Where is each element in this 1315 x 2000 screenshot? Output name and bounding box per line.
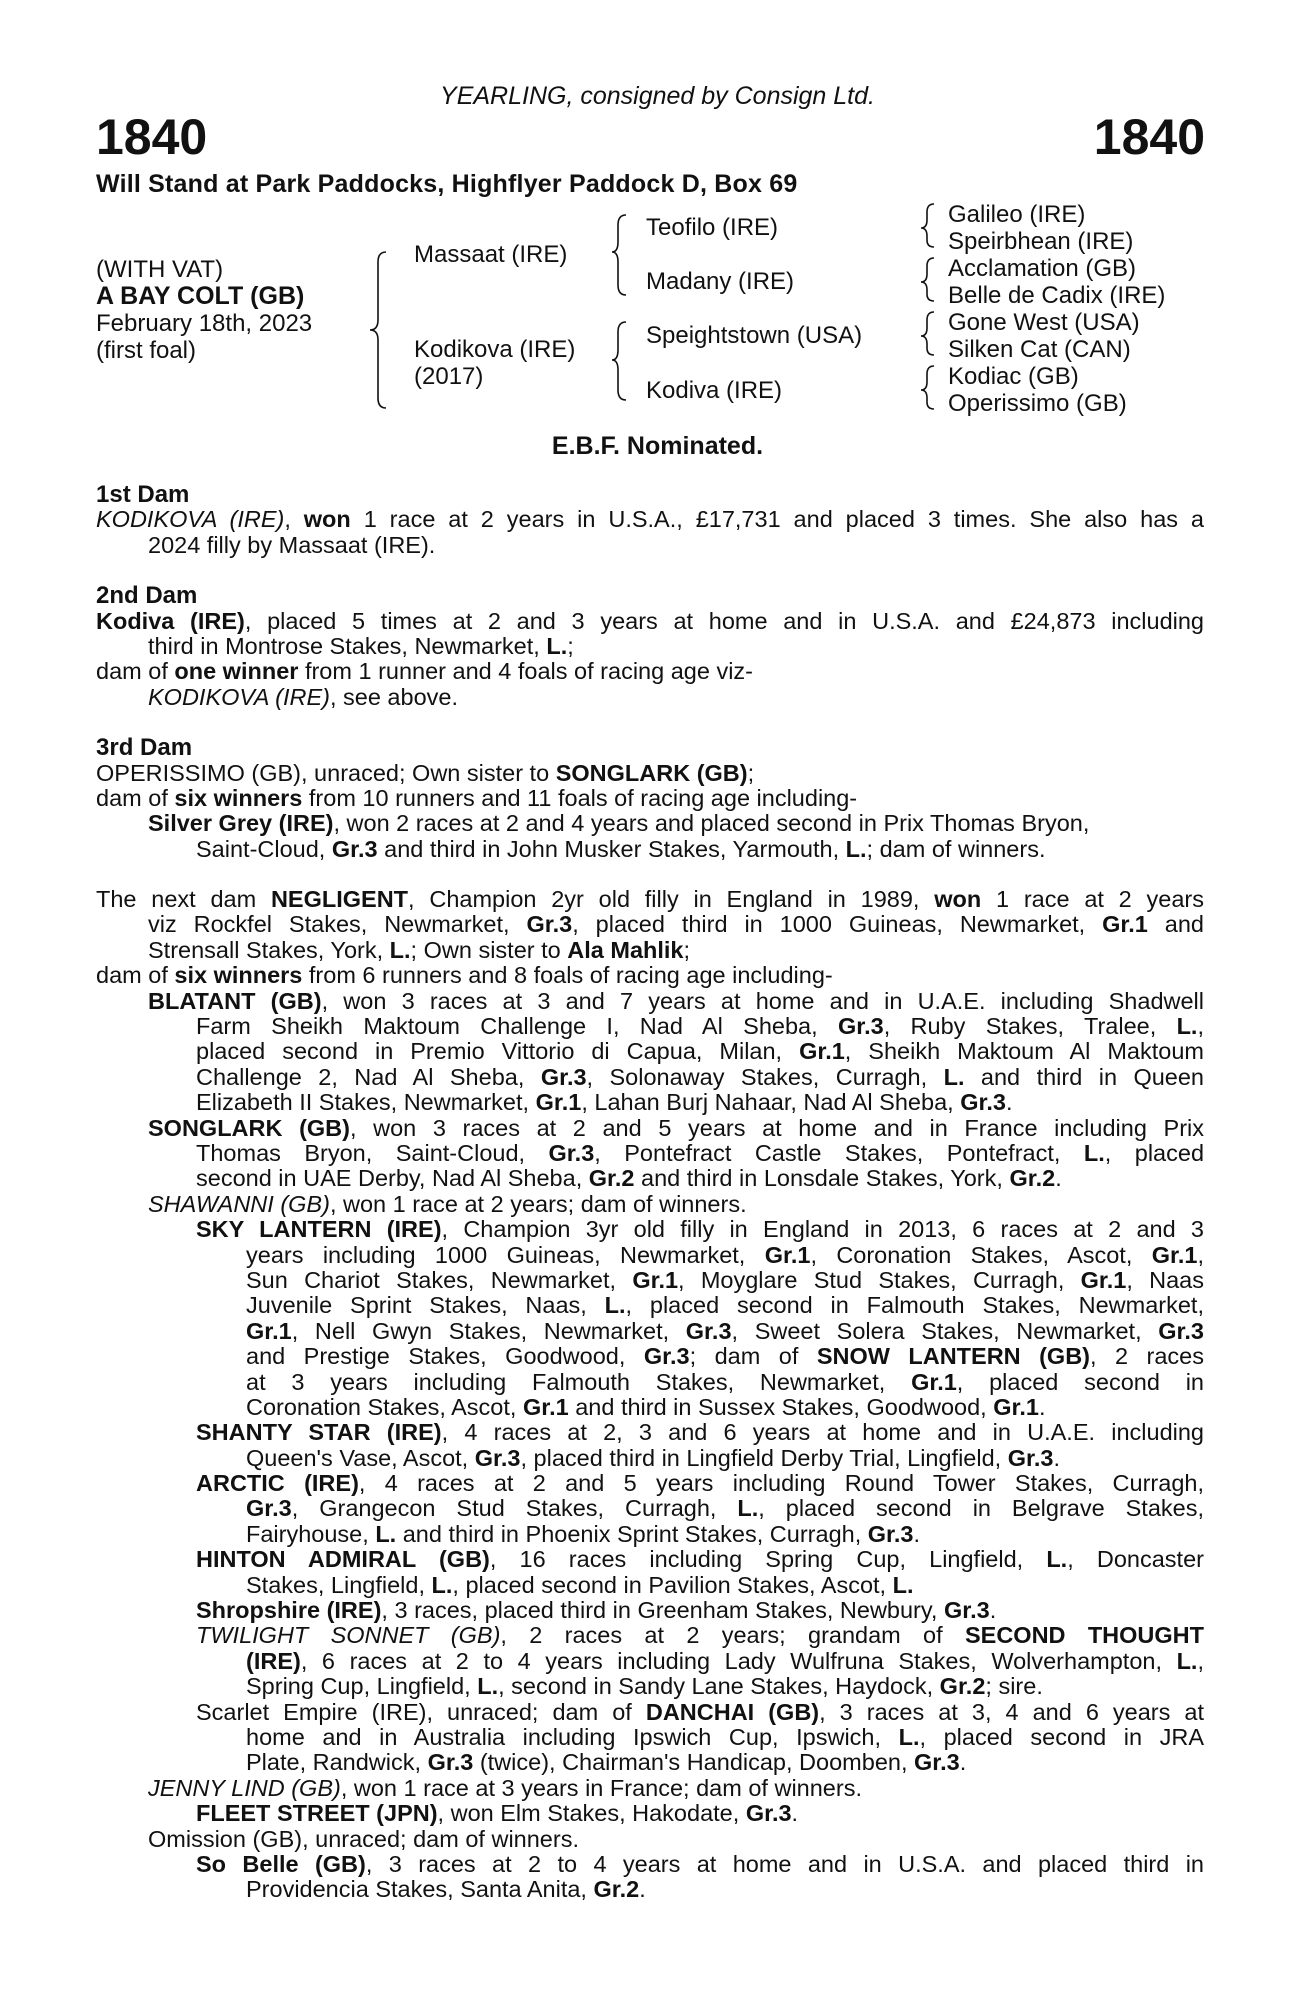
bold-text: L. <box>389 936 411 963</box>
text-run: Elizabeth II Stakes, Newmarket, <box>196 1089 536 1116</box>
bold-text: Gr.3 <box>1158 1318 1204 1344</box>
record-line <box>96 1217 1204 1242</box>
record-line <box>96 1395 1204 1420</box>
bold-text: So Belle (GB) <box>196 1851 366 1877</box>
record-line <box>96 1268 1204 1293</box>
produce-record <box>96 482 1204 1903</box>
record-line <box>96 1319 1204 1344</box>
text-run: , won 1 race at 3 years in France; dam of winners. <box>340 1774 862 1801</box>
catalogue-subtitle: YEARLING, consigned by Consign Ltd. <box>440 82 875 110</box>
text-run: 1 race at 2 years in U.S.A., £17,731 and placed 3 times. She also has a <box>350 507 1204 533</box>
text-run: home and in Australia including Ipswich Cup, Ipswich, <box>246 1724 899 1750</box>
text-run: OPERISSIMO (GB), unraced; Own sister to <box>96 759 556 786</box>
italic-text: JENNY LIND (GB) <box>148 1774 341 1801</box>
record-line <box>96 938 1204 963</box>
stand-location: Will Stand at Park Paddocks, Highflyer Paddock D, Box 69 <box>96 170 798 198</box>
text-run: dam of <box>96 784 175 811</box>
text-run: . <box>639 1876 646 1903</box>
bold-text: NEGLIGENT <box>270 887 409 913</box>
record-line <box>96 1827 1204 1852</box>
bold-text: Gr.3 <box>643 1344 690 1370</box>
text-run: viz Rockfel Stakes, Newmarket, <box>148 912 527 938</box>
record-line <box>96 837 1204 862</box>
text-run: 2024 filly by Massaat (IRE). <box>148 531 436 558</box>
bold-text: L. <box>737 1496 759 1522</box>
text-run: second in UAE Derby, Nad Al Sheba, <box>196 1165 589 1192</box>
text-run: Saint-Cloud, <box>196 835 332 862</box>
text-run: dam of <box>96 658 175 685</box>
text-run: , won 2 races at 2 and 4 years and placed second in Prix Thomas Bryon, <box>333 810 1090 837</box>
bold-text: Gr.3 <box>427 1749 474 1776</box>
text-run: , won Elm Stakes, Hakodate, <box>437 1800 746 1827</box>
horse-foal-note: (first foal) <box>96 337 197 364</box>
text-run: years including 1000 Guineas, Newmarket, <box>246 1242 765 1268</box>
record-line <box>96 533 1204 558</box>
text-run: , Doncaster <box>1067 1547 1204 1573</box>
text-run: and Prestige Stakes, Goodwood, <box>246 1344 644 1370</box>
record-line <box>96 1852 1204 1877</box>
record-line <box>96 1370 1204 1395</box>
text-run: . <box>913 1520 921 1547</box>
bold-text: six winners <box>174 962 303 989</box>
text-run: ; <box>747 759 755 786</box>
record-line <box>96 507 1204 532</box>
text-run: and third in Lonsdale Stakes, York, <box>634 1165 1010 1192</box>
text-run: . <box>959 1749 967 1776</box>
bold-text: HINTON ADMIRAL (GB) <box>196 1547 490 1573</box>
text-run: third in Montrose Stakes, Newmarket, <box>148 632 547 659</box>
text-run: , Champion 3yr old filly in England in 2013, 6 races at 2 and 3 <box>441 1217 1204 1243</box>
bold-text: SONGLARK (GB) <box>148 1115 350 1141</box>
text-run: , Sweet Solera Stakes, Newmarket, <box>731 1318 1159 1344</box>
paragraph-gap <box>96 558 1204 583</box>
bold-text: Gr.3 <box>526 912 573 938</box>
text-run: , <box>1197 1014 1204 1040</box>
text-run: and third in John Musker Stakes, Yarmouth, <box>377 835 846 862</box>
bold-text: Gr.1 <box>1151 1242 1198 1268</box>
record-line <box>96 1573 1204 1598</box>
record-line <box>96 1522 1204 1547</box>
record-line <box>96 1547 1204 1572</box>
pedigree-gen3-6: Silken Cat (CAN) <box>948 336 1131 363</box>
bold-text: Gr.3 <box>331 835 378 862</box>
pedigree-gen3-8: Operissimo (GB) <box>948 390 1127 417</box>
record-line <box>96 482 1204 507</box>
text-run: ; dam of winners. <box>866 835 1046 862</box>
record-line <box>96 1674 1204 1699</box>
record-line <box>96 659 1204 684</box>
bold-text: Gr.3 <box>943 1597 990 1624</box>
bold-text: Gr.3 <box>246 1496 292 1522</box>
bold-text: Gr.1 <box>799 1039 845 1065</box>
record-line <box>96 1471 1204 1496</box>
text-run: , Solonaway Stakes, Curragh, <box>586 1064 944 1090</box>
section-heading: 1st Dam <box>96 481 190 508</box>
record-line <box>96 1192 1204 1217</box>
bold-text: Gr.2 <box>593 1876 640 1903</box>
text-run: placed second in Premio Vittorio di Capua, Milan, <box>196 1039 800 1065</box>
bold-text: ARCTIC (IRE) <box>196 1471 359 1497</box>
bold-text: SHANTY STAR (IRE) <box>196 1420 442 1446</box>
text-run: Fairyhouse, <box>246 1520 376 1547</box>
text-run: ; dam of <box>689 1344 817 1370</box>
bold-text: Gr.3 <box>960 1089 1006 1116</box>
bold-text: Gr.3 <box>837 1014 884 1040</box>
record-line <box>96 1014 1204 1039</box>
bold-text: Gr.3 <box>745 1800 792 1827</box>
bold-text: Gr.1 <box>632 1267 679 1293</box>
text-run: , 6 races at 2 to 4 years including Lady Wulfruna Stakes, Wolverhampton, <box>300 1648 1177 1674</box>
text-run: , <box>284 507 304 533</box>
text-run: , won 1 race at 2 years; dam of winners. <box>329 1190 747 1217</box>
pedigree-sire-sire: Teofilo (IRE) <box>646 214 779 241</box>
section-heading: 2nd Dam <box>96 582 198 610</box>
bold-text: SNOW LANTERN (GB) <box>816 1344 1091 1370</box>
bold-text: L. <box>892 1571 914 1598</box>
record-line <box>96 811 1204 836</box>
text-run: , Nell Gwyn Stakes, Newmarket, <box>291 1318 686 1344</box>
bold-text: L. <box>375 1520 397 1547</box>
text-run: ; <box>683 936 691 963</box>
record-line <box>96 1039 1204 1064</box>
bold-text: Gr.3 <box>540 1064 587 1090</box>
text-run: , 3 races, placed third in Greenham Stakes, Newbury, <box>381 1597 944 1624</box>
text-run: , won 3 races at 2 and 5 years at home and in France including Prix <box>349 1115 1204 1141</box>
text-run: , Coronation Stakes, Ascot, <box>810 1242 1152 1268</box>
bold-text: Gr.3 <box>685 1318 732 1344</box>
bold-text: Gr.2 <box>588 1165 635 1192</box>
text-run: Juvenile Sprint Stakes, Naas, <box>246 1293 605 1319</box>
record-line <box>96 1141 1204 1166</box>
bold-text: Gr.3 <box>914 1749 960 1776</box>
bold-text: Gr.3 <box>474 1444 521 1471</box>
text-run: , 3 races at 3, 4 and 6 years at <box>819 1699 1204 1725</box>
text-run: dam of <box>96 962 175 989</box>
record-line <box>96 1750 1204 1775</box>
pedigree-gen3-2: Speirbhean (IRE) <box>948 228 1134 255</box>
text-run: Sun Chariot Stakes, Newmarket, <box>246 1267 633 1293</box>
bold-text: FLEET STREET (JPN) <box>196 1800 438 1827</box>
text-run: . <box>1053 1444 1060 1471</box>
text-run: , Grangecon Stud Stakes, Curragh, <box>291 1496 738 1522</box>
bold-text: L. <box>1176 1648 1198 1674</box>
bold-text: Shropshire (IRE) <box>196 1597 382 1624</box>
text-run: , Ruby Stakes, Tralee, <box>883 1014 1177 1040</box>
bold-text: six winners <box>174 784 303 811</box>
text-run: ; Own sister to <box>410 936 568 963</box>
bold-text: one winner <box>174 658 299 685</box>
bold-text: Gr.1 <box>911 1369 957 1395</box>
text-run: Strensall Stakes, York, <box>148 936 390 963</box>
section-heading: 3rd Dam <box>96 734 193 762</box>
text-run: , won 3 races at 3 and 7 years at home and in U.A.E. including Shadwell <box>321 988 1204 1014</box>
text-run: . <box>1038 1393 1046 1420</box>
text-run: ; <box>567 632 574 659</box>
lot-number-right: 1840 <box>1093 109 1205 165</box>
bold-text: Gr.1 <box>1080 1267 1127 1293</box>
record-line <box>96 1243 1204 1268</box>
record-line <box>96 1090 1204 1115</box>
bold-text: Gr.3 <box>867 1520 914 1547</box>
bold-text: Gr.1 <box>522 1393 569 1420</box>
record-line <box>96 1344 1204 1369</box>
bold-text: Gr.1 <box>246 1318 292 1344</box>
record-line <box>96 1116 1204 1141</box>
text-run: , Pontefract Castle Stakes, Pontefract, <box>594 1140 1084 1166</box>
text-run: . <box>1055 1165 1062 1192</box>
pedigree-sire-dam: Madany (IRE) <box>646 268 795 295</box>
text-run: from 6 runners and 8 foals of racing age including- <box>302 962 833 989</box>
text-run: at 3 years including Falmouth Stakes, Newmarket, <box>246 1369 912 1395</box>
pedigree-gen3-7: Kodiac (GB) <box>948 363 1079 390</box>
text-run: . <box>791 1800 799 1827</box>
text-run: , placed second in <box>956 1369 1204 1395</box>
text-run: , Lahan Burj Nahaar, Nad Al Sheba, <box>581 1089 961 1116</box>
text-run: (twice), Chairman's Handicap, Doomben, <box>473 1749 915 1776</box>
vat-note: (WITH VAT) <box>96 256 224 283</box>
italic-text: SHAWANNI (GB) <box>148 1190 330 1217</box>
text-run: Coronation Stakes, Ascot, <box>246 1393 523 1420</box>
horse-name: A BAY COLT (GB) <box>96 282 305 310</box>
bold-text: Gr.1 <box>1102 912 1148 938</box>
bold-text: won <box>303 507 351 533</box>
text-run: , second in Sandy Lane Stakes, Haydock, <box>498 1673 940 1700</box>
italic-text: KODIKOVA (IRE) <box>148 683 330 710</box>
bold-text: L. <box>604 1293 626 1319</box>
text-run: and third in Sussex Stakes, Goodwood, <box>568 1393 994 1420</box>
bold-text: Gr.1 <box>535 1089 582 1116</box>
text-run: , 4 races at 2 and 5 years including Round Tower Stakes, Curragh, <box>358 1471 1204 1497</box>
pedigree-gen3-5: Gone West (USA) <box>948 309 1140 336</box>
record-line <box>96 761 1204 786</box>
record-line <box>96 1801 1204 1826</box>
record-line <box>96 1598 1204 1623</box>
bold-text: SONGLARK (GB) <box>555 759 748 786</box>
bold-text: Gr.3 <box>1007 1444 1054 1471</box>
bold-text: BLATANT (GB) <box>148 988 322 1014</box>
record-line <box>96 1623 1204 1648</box>
italic-text: TWILIGHT SONNET (GB) <box>196 1623 501 1649</box>
lot-number-left: 1840 <box>96 109 208 165</box>
pedigree-gen3-3: Acclamation (GB) <box>948 255 1137 282</box>
bold-text: Kodiva (IRE) <box>96 608 245 634</box>
pedigree-dam-sire: Speightstown (USA) <box>646 322 863 349</box>
pedigree-gen3-1: Galileo (IRE) <box>948 201 1086 228</box>
text-run: from 1 runner and 4 foals of racing age viz- <box>298 658 753 685</box>
text-run: Providencia Stakes, Santa Anita, <box>246 1876 594 1903</box>
bold-text: L. <box>477 1673 499 1700</box>
text-run: . <box>1005 1089 1013 1116</box>
bold-text: won <box>934 887 982 913</box>
text-run: , placed third in Lingfield Derby Trial, Lingfield, <box>520 1444 1008 1471</box>
record-line <box>96 583 1204 608</box>
bold-text: L. <box>1083 1140 1105 1166</box>
record-line <box>96 1725 1204 1750</box>
record-line <box>96 609 1204 634</box>
paragraph-gap <box>96 862 1204 887</box>
text-run: , placed <box>1104 1140 1204 1166</box>
text-run: Thomas Bryon, Saint-Cloud, <box>196 1140 549 1166</box>
text-run: , placed third in 1000 Guineas, Newmarket, <box>572 912 1103 938</box>
bold-text: Gr.1 <box>764 1242 811 1268</box>
text-run: The next dam <box>96 887 271 913</box>
bold-text: SKY LANTERN (IRE) <box>196 1217 442 1243</box>
bold-text: L. <box>943 1064 965 1090</box>
text-run: , Moyglare Stud Stakes, Curragh, <box>678 1267 1081 1293</box>
text-run: from 10 runners and 11 foals of racing age including- <box>302 784 858 811</box>
record-line <box>96 989 1204 1014</box>
text-run: Stakes, Lingfield, <box>246 1571 432 1598</box>
bold-text: Gr.3 <box>548 1140 595 1166</box>
text-run: , Sheikh Maktoum Al Maktoum <box>844 1039 1204 1065</box>
record-line <box>96 1877 1204 1902</box>
text-run: , 2 races at 2 years; grandam of <box>500 1623 965 1649</box>
bold-text: L. <box>1046 1547 1068 1573</box>
bold-text: L. <box>431 1571 453 1598</box>
text-run: Challenge 2, Nad Al Sheba, <box>196 1064 541 1090</box>
text-run: Spring Cup, Lingfield, <box>246 1673 478 1700</box>
text-run: , placed second in Falmouth Stakes, Newmarket, <box>625 1293 1204 1319</box>
text-run: , placed 5 times at 2 and 3 years at home and in U.S.A. and £24,873 including <box>244 608 1204 634</box>
text-run: , 3 races at 2 to 4 years at home and in U.S.A. and placed third in <box>365 1851 1204 1877</box>
record-line <box>96 786 1204 811</box>
ebf-nominated: E.B.F. Nominated. <box>551 432 764 460</box>
bold-text: DANCHAI (GB) <box>645 1699 820 1725</box>
record-line <box>96 1166 1204 1191</box>
record-line <box>96 1065 1204 1090</box>
bold-text: L. <box>1176 1014 1198 1040</box>
text-run: Farm Sheikh Maktoum Challenge I, Nad Al Sheba, <box>196 1014 838 1040</box>
text-run: , 4 races at 2, 3 and 6 years at home and in U.A.E. including <box>441 1420 1204 1446</box>
text-run: 1 race at 2 years <box>981 887 1204 913</box>
text-run: , placed second in Belgrave Stakes, <box>758 1496 1204 1522</box>
text-run: , see above. <box>329 683 458 710</box>
bold-text: SECOND THOUGHT <box>964 1623 1204 1649</box>
record-line <box>96 1293 1204 1318</box>
record-line <box>96 887 1204 912</box>
text-run: , <box>1197 1648 1204 1674</box>
bold-text: Gr.2 <box>1009 1165 1056 1192</box>
text-run: and <box>1147 912 1204 938</box>
bold-text: Silver Grey (IRE) <box>148 810 334 837</box>
text-run: Scarlet Empire (IRE), unraced; dam of <box>196 1699 646 1725</box>
text-run: Omission (GB), unraced; dam of winners. <box>148 1825 579 1852</box>
record-line <box>96 963 1204 988</box>
paragraph-gap <box>96 710 1204 735</box>
horse-dob: February 18th, 2023 <box>96 310 313 337</box>
text-run: , Champion 2yr old filly in England in 1989, <box>408 887 935 913</box>
text-run: . <box>989 1597 997 1624</box>
record-line <box>96 735 1204 760</box>
pedigree-sire: Massaat (IRE) <box>414 241 568 268</box>
record-line <box>96 1776 1204 1801</box>
pedigree-gen3-4: Belle de Cadix (IRE) <box>948 282 1166 309</box>
pedigree-dam-year: (2017) <box>414 363 484 390</box>
record-line <box>96 634 1204 659</box>
pedigree-dam: Kodikova (IRE) <box>414 336 576 363</box>
text-run: , 16 races including Spring Cup, Lingfield, <box>489 1547 1047 1573</box>
bold-text: L. <box>845 835 867 862</box>
bold-text: L. <box>546 632 568 659</box>
record-line <box>96 912 1204 937</box>
pedigree-dam-dam: Kodiva (IRE) <box>646 377 783 404</box>
record-line <box>96 1420 1204 1445</box>
text-run: , 2 races <box>1090 1344 1204 1370</box>
text-run: and third in Queen <box>964 1064 1204 1090</box>
text-run: and third in Phoenix Sprint Stakes, Curragh, <box>396 1520 868 1547</box>
bold-text: L. <box>898 1724 920 1750</box>
record-line <box>96 685 1204 710</box>
text-run: , placed second in JRA <box>919 1724 1204 1750</box>
record-line <box>96 1649 1204 1674</box>
text-run: ; sire. <box>985 1673 1043 1700</box>
text-run: Plate, Randwick, <box>246 1749 428 1776</box>
bold-text: Gr.1 <box>993 1393 1039 1420</box>
record-line <box>96 1446 1204 1471</box>
record-line <box>96 1496 1204 1521</box>
italic-text: KODIKOVA (IRE) <box>96 507 285 533</box>
bold-text: (IRE) <box>246 1648 301 1674</box>
text-run: , <box>1197 1242 1204 1268</box>
bold-text: Gr.2 <box>939 1673 986 1700</box>
text-run: Queen's Vase, Ascot, <box>246 1444 475 1471</box>
text-run: , Naas <box>1126 1267 1204 1293</box>
text-run: , placed second in Pavilion Stakes, Ascot, <box>452 1571 893 1598</box>
bold-text: Ala Mahlik <box>567 936 684 963</box>
record-line <box>96 1700 1204 1725</box>
